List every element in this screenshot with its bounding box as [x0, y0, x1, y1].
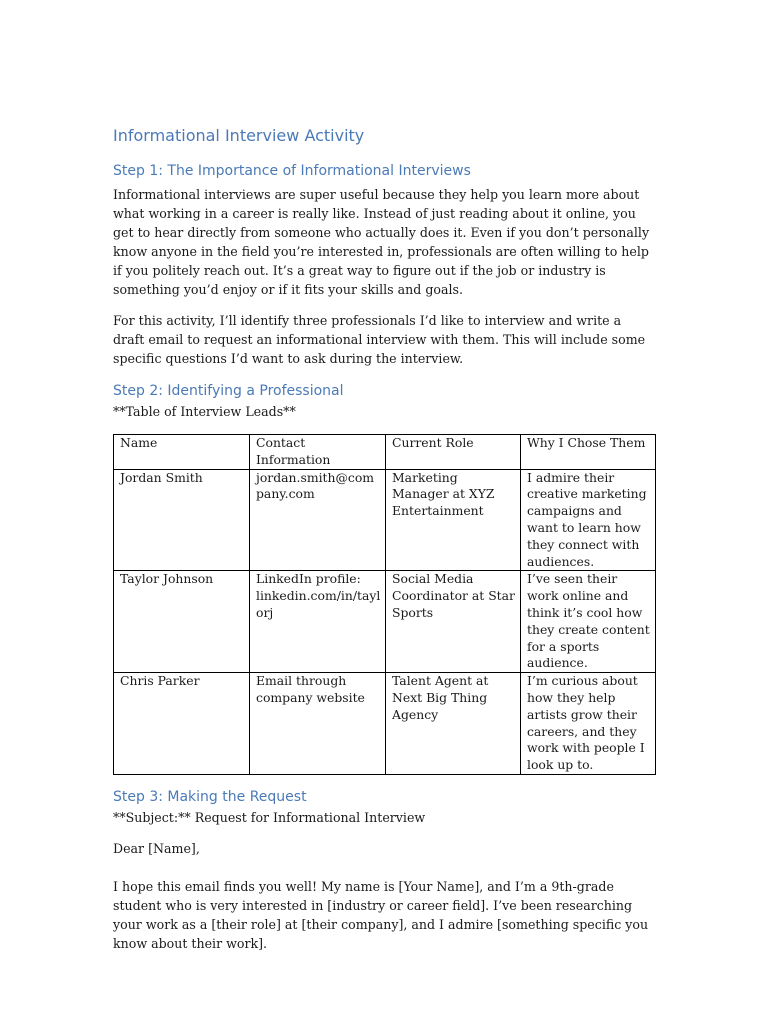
table-row	[114, 571, 656, 673]
table-cell-reason: I’ve seen their work online and think it’s cool how they create content for a sports audience.	[520, 571, 655, 673]
table-cell-contact: jordan.smith@company.com	[250, 469, 386, 571]
email-body: I hope this email finds you well! My name is [Your Name], and I’m a 9th-grade student who is very interested in [industry or career field]. I’ve been researching your work as a [their role] at [their company], and I admire [something specific you know about their work].	[113, 878, 649, 951]
step3-heading: Step 3: Making the Request	[113, 788, 307, 805]
step1-heading: Step 1: The Importance of Informational Interviews	[113, 163, 471, 179]
table-header-cell: Current Role	[386, 435, 521, 470]
table-header-cell: Name	[114, 435, 250, 470]
table-cell-role: Marketing Manager at XYZ Entertainment	[386, 469, 521, 571]
email-subject-line: **Subject:** Request for Informational Interview	[113, 809, 426, 825]
table-row	[114, 469, 656, 571]
step2-heading: Step 2: Identifying a Professional	[113, 383, 344, 399]
interview-leads-table	[113, 434, 656, 775]
table-cell-contact: Email through company website	[250, 673, 386, 775]
step1-paragraph-1: Informational interviews are super useful because they help you learn more about what working in a career is really like. Instead of just reading about it online, you get to hear directly from someone who actually does it. Even if you don’t personally know anyone in the field you’re interested in, professionals are often willing to help if you politely reach out. It’s a great way to figure out if the job or industry is something you’d enjoy or if it fits your skills and goals.	[113, 187, 650, 297]
table-cell-name: Chris Parker	[114, 673, 250, 775]
email-greeting: Dear [Name],	[113, 840, 200, 856]
table-header-cell: Contact Information	[250, 435, 386, 470]
document-page	[113, 124, 653, 953]
table-header-row	[114, 435, 656, 470]
table-caption: **Table of Interview Leads**	[113, 404, 296, 419]
table-cell-reason: I’m curious about how they help artists grow their careers, and they work with people I look up to.	[520, 673, 655, 775]
table-header-cell: Why I Chose Them	[520, 435, 655, 470]
document-title: Informational Interview Activity	[113, 126, 365, 145]
table-cell-name: Taylor Johnson	[114, 571, 250, 673]
table-cell-role: Talent Agent at Next Big Thing Agency	[386, 673, 521, 775]
table-cell-role: Social Media Coordinator at Star Sports	[386, 571, 521, 673]
table-cell-name: Jordan Smith	[114, 469, 250, 571]
table-cell-contact: LinkedIn profile: linkedin.com/in/taylorj	[250, 571, 386, 673]
table-row	[114, 673, 656, 775]
table-cell-reason: I admire their creative marketing campaigns and want to learn how they connect with audiences.	[520, 469, 655, 571]
step1-paragraph-2: For this activity, I’ll identify three professionals I’d like to interview and write a draft email to request an informational interview with them. This will include some specific questions I’d want to ask during the interview.	[113, 313, 646, 366]
